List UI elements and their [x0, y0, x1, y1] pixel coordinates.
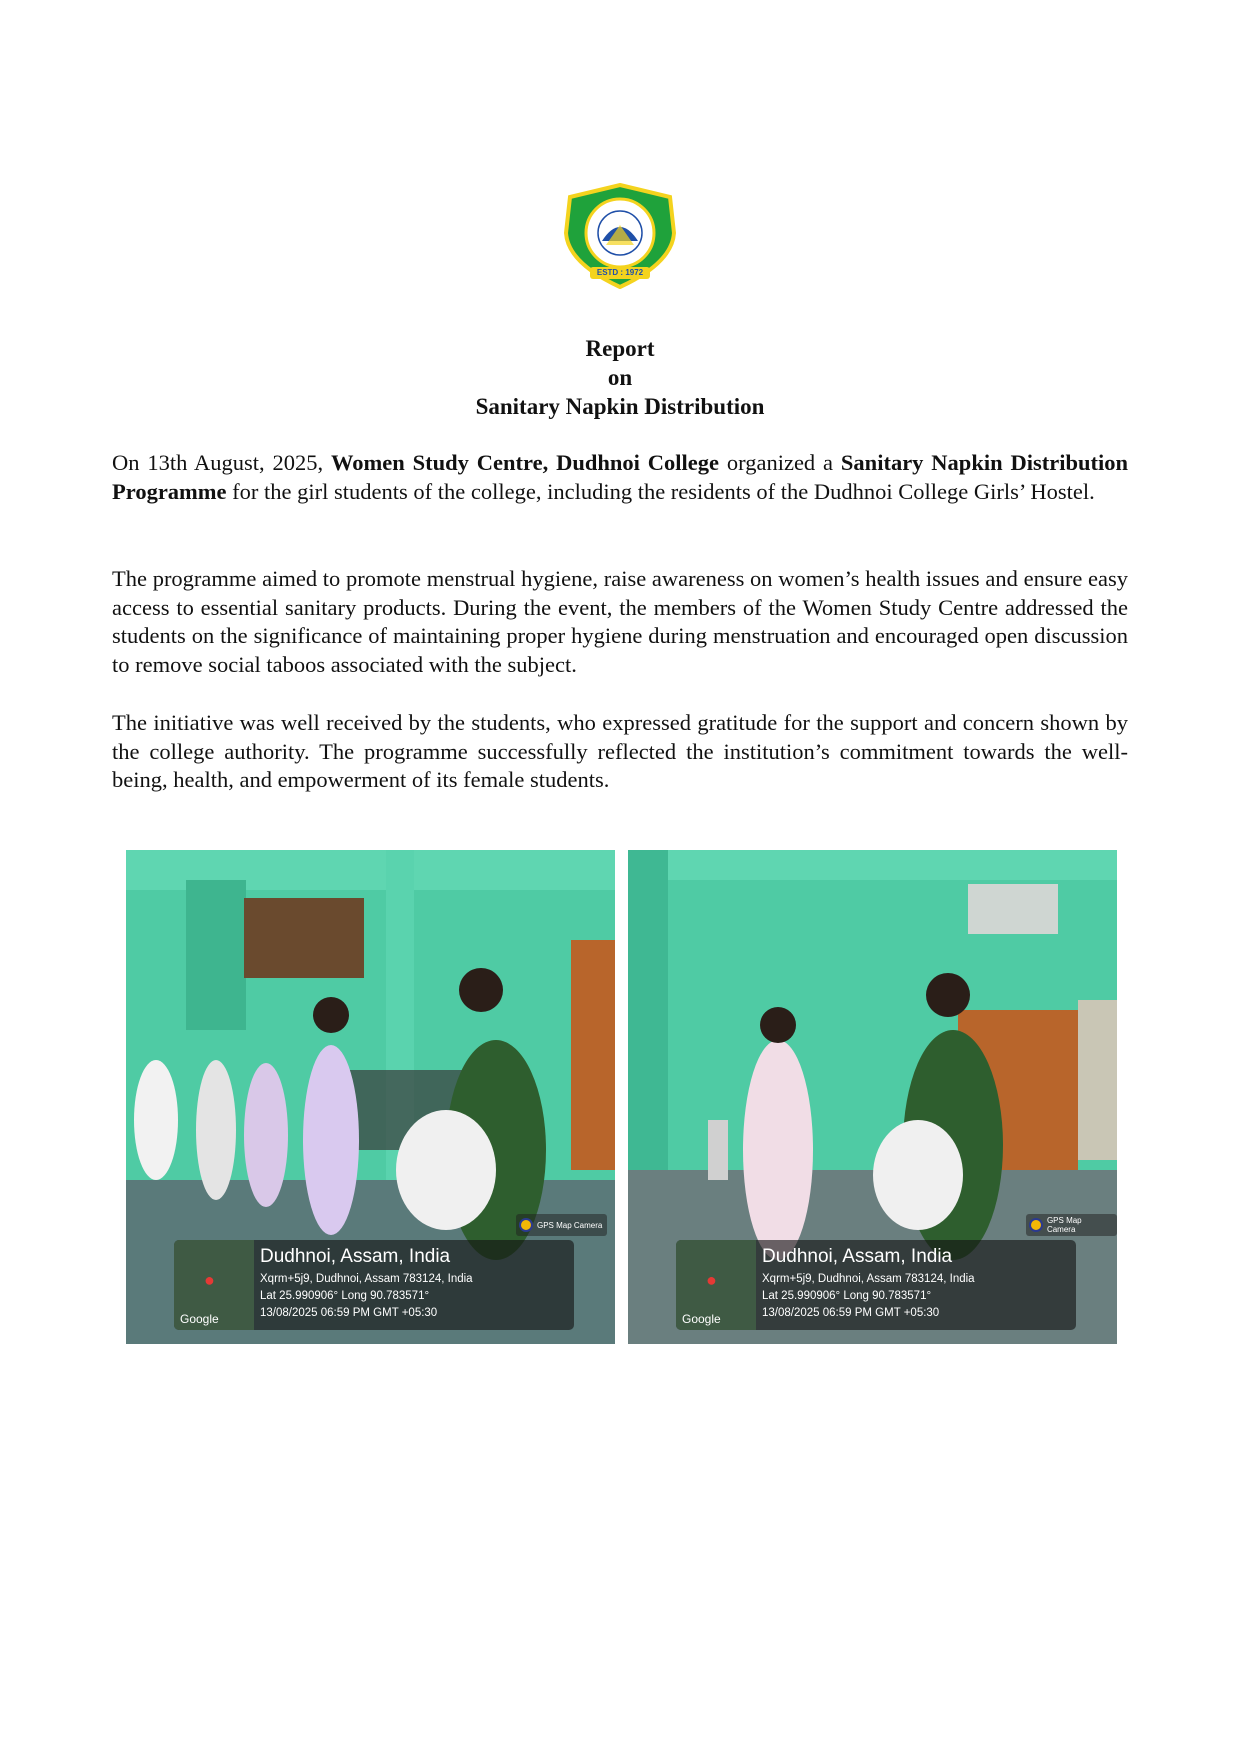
- map-pin-icon: ●: [204, 1270, 215, 1290]
- map-pin-icon: ●: [706, 1270, 717, 1290]
- intro-organizer: Women Study Centre, Dudhnoi College: [331, 450, 720, 475]
- intro-text-1: On 13th August, 2025,: [112, 450, 332, 475]
- event-photo-1: [126, 850, 615, 1344]
- intro-text-2: organized a: [719, 450, 841, 475]
- gps-overlay: [676, 1240, 1076, 1330]
- intro-text-3: for the girl students of the college, including the residents of the Dudhnoi College Girls’ Hostel.: [226, 478, 1095, 504]
- event-photo-2: [628, 850, 1117, 1344]
- report-title: Report: [585, 336, 655, 361]
- map-thumbnail: [174, 1240, 254, 1330]
- gps-address: Xqrm+5j9, Dudhnoi, Assam 783124, India: [762, 1273, 975, 1285]
- gps-camera-icon: [519, 1218, 533, 1232]
- paragraph-aims: The programme aimed to promote menstrual hygiene, raise awareness on women’s health issues and ensure easy access to essential sanitary products. During the event, the members of the Women Study Centre addressed the students on the significance of maintaining proper hygiene during menstruation and encouraged open discussion to remove social taboos associated with the subject.: [112, 566, 1128, 677]
- gps-camera-badge: [1026, 1214, 1117, 1236]
- map-provider-label: Google: [180, 1312, 219, 1326]
- gps-timestamp: 13/08/2025 06:59 PM GMT +05:30: [762, 1307, 940, 1319]
- gps-camera-icon: [1029, 1218, 1043, 1232]
- paragraph-conclusion: The initiative was well received by the students, who expressed gratitude for the support and concern shown by the college authority. The programme successfully reflected the institution’s commitment towards the well-being, health, and empowerment of its female students.: [112, 710, 1128, 792]
- report-subject: Sanitary Napkin Distribution: [475, 394, 765, 419]
- map-provider-label: Google: [682, 1312, 721, 1326]
- gps-address: Xqrm+5j9, Dudhnoi, Assam 783124, India: [260, 1273, 473, 1285]
- gps-badge-label: GPS Map Camera: [1046, 1216, 1082, 1234]
- paragraph-intro: [112, 449, 1128, 506]
- gps-overlay: [174, 1240, 574, 1330]
- intro-programme-name: Sanitary Napkin Distribution Programme: [112, 450, 1128, 504]
- report-title-on: on: [607, 365, 633, 390]
- gps-camera-badge: [516, 1214, 607, 1236]
- gps-badge-label: GPS Map Camera: [537, 1220, 603, 1230]
- map-thumbnail: [676, 1240, 756, 1330]
- college-logo: [562, 183, 678, 289]
- gps-place: Dudhnoi, Assam, India: [260, 1246, 451, 1267]
- gps-coordinates: Lat 25.990906° Long 90.783571°: [762, 1290, 932, 1302]
- gps-coordinates: Lat 25.990906° Long 90.783571°: [260, 1290, 430, 1302]
- gps-timestamp: 13/08/2025 06:59 PM GMT +05:30: [260, 1307, 438, 1319]
- gps-place: Dudhnoi, Assam, India: [762, 1246, 953, 1267]
- logo-estd: ESTD : 1972: [596, 268, 644, 277]
